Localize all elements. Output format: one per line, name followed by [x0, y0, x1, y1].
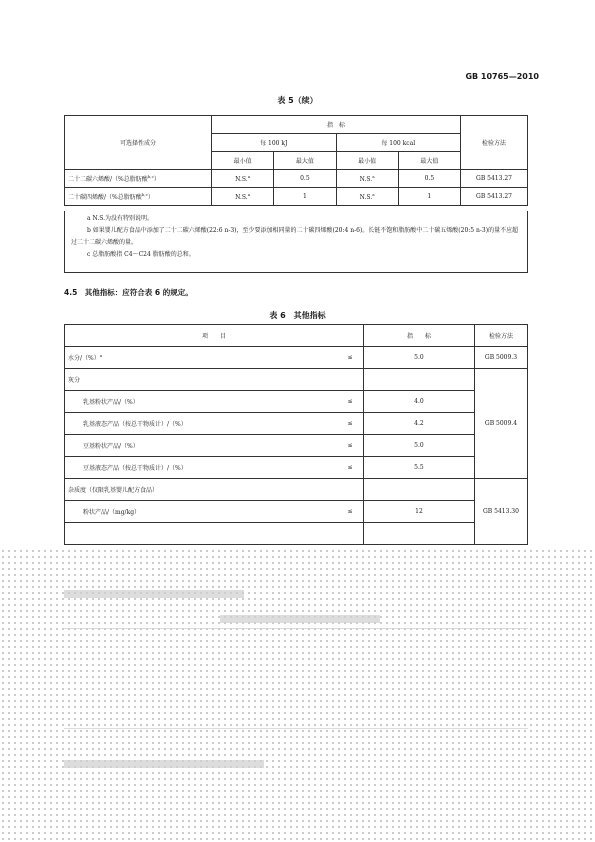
- value: [363, 369, 474, 391]
- note-c: c 总脂肪酸指 C4～C24 脂肪酸的总和。: [87, 251, 195, 258]
- table6-caption: 表 6 其他指标: [269, 311, 326, 320]
- cell-kcal-min: N.S.$^a$: [336, 188, 398, 206]
- row-impurity-title: 杂质度（仅限乳基婴儿配方食品）: [65, 479, 364, 501]
- value: 4.2: [363, 413, 474, 435]
- cell-method: GB 5413.27: [461, 188, 528, 206]
- operator: ≤: [337, 501, 364, 523]
- row-water: 水分/（%）$^a$: [65, 347, 337, 369]
- row-name: 二十二碳六烯酸/（%总脂肪酸$^{b,c}$）: [65, 170, 212, 188]
- row-ash-item: 豆基粉状产品/（%）: [65, 435, 337, 457]
- table5-col-max: 最大值: [398, 152, 460, 170]
- operator: ≤: [337, 457, 364, 479]
- operator: ≤: [337, 435, 364, 457]
- table-row: [65, 413, 528, 435]
- cell-kj-min: N.S.$^a$: [212, 188, 274, 206]
- obscured-text: [220, 615, 380, 623]
- table-row: [65, 523, 528, 545]
- cell-kj-min: N.S.$^a$: [212, 170, 274, 188]
- value: 5.0: [363, 347, 474, 369]
- obscured-text: [64, 590, 244, 598]
- cell-kcal-min: N.S.$^a$: [336, 170, 398, 188]
- obscured-rule: [64, 628, 528, 629]
- table5-notes: [64, 211, 528, 273]
- value: 12: [363, 501, 474, 523]
- table-row: [65, 435, 528, 457]
- row-ash-item: 乳基液态产品（按总干物质计）/（%）: [65, 413, 337, 435]
- standard-code: GB 10765—2010: [465, 72, 539, 81]
- table6-col-item: 项 目: [65, 325, 364, 347]
- value: [363, 523, 474, 545]
- table5-col-method: 检验方法: [461, 116, 528, 170]
- obscured-rule: [64, 728, 528, 729]
- table-row: [65, 188, 528, 206]
- note-a: a N.S.为没有特别说明。: [87, 215, 154, 222]
- table6: [64, 324, 528, 545]
- table5-col-max: 最大值: [274, 152, 336, 170]
- table5-col-component: 可选择性成分: [65, 116, 212, 170]
- row-ash-title: 灰分: [65, 369, 364, 391]
- table5-col-per-kcal: 每 100 kcal: [336, 134, 461, 152]
- row-ash-item: 乳基粉状产品/（%）: [65, 391, 337, 413]
- section-4-5: 4.5 其他指标：应符合表 6 的规定。: [64, 288, 193, 297]
- operator: ≤: [337, 413, 364, 435]
- table5-col-indicator: 指 标: [212, 116, 461, 134]
- operator: ≤: [337, 391, 364, 413]
- table-row: [65, 391, 528, 413]
- table5-caption: 表 5（续）: [277, 96, 318, 105]
- table-row: [65, 501, 528, 523]
- obscured-text: [64, 760, 264, 768]
- table6-col-indicator: 指 标: [363, 325, 474, 347]
- cell-kj-max: 1: [274, 188, 336, 206]
- row-name: 二十碳四烯酸/（%总脂肪酸$^{b,c}$）: [65, 188, 212, 206]
- method: GB 5009.3: [474, 347, 527, 369]
- method: GB 5009.4: [474, 369, 527, 479]
- value: 5.0: [363, 435, 474, 457]
- table-row: [65, 347, 528, 369]
- row-ash-item: 豆基液态产品（按总干物质计）/（%）: [65, 457, 337, 479]
- value: 4.0: [363, 391, 474, 413]
- row-impurity-item: 粉状产品/（mg/kg）: [65, 501, 337, 523]
- table5: [64, 115, 528, 206]
- value: [363, 479, 474, 501]
- cell-kj-max: 0.5: [274, 170, 336, 188]
- cell-kcal-max: 1: [398, 188, 460, 206]
- operator: ≤: [337, 347, 364, 369]
- cell-method: GB 5413.27: [461, 170, 528, 188]
- table6-col-method: 检验方法: [474, 325, 527, 347]
- table-row: [65, 457, 528, 479]
- row-faded: [65, 523, 337, 545]
- table5-col-min: 最小值: [212, 152, 274, 170]
- operator: [337, 523, 364, 545]
- method: GB 5413.30: [474, 479, 527, 545]
- table5-col-min: 最小值: [336, 152, 398, 170]
- cell-kcal-max: 0.5: [398, 170, 460, 188]
- table-row: [65, 479, 528, 501]
- table-row: [65, 369, 528, 391]
- value: 5.5: [363, 457, 474, 479]
- table-row: [65, 170, 528, 188]
- table5-col-per-kj: 每 100 kJ: [212, 134, 337, 152]
- note-b: b 如果婴儿配方食品中添加了二十二碳六烯酸(22:6 n-3)，至少要添加相同量的二十碳四烯酸(20:4 n-6)。长链不饱和脂肪酸中二十碳五烯酸(20:5 n-3)的量不应超过二十二碳六烯酸的量。: [71, 227, 519, 246]
